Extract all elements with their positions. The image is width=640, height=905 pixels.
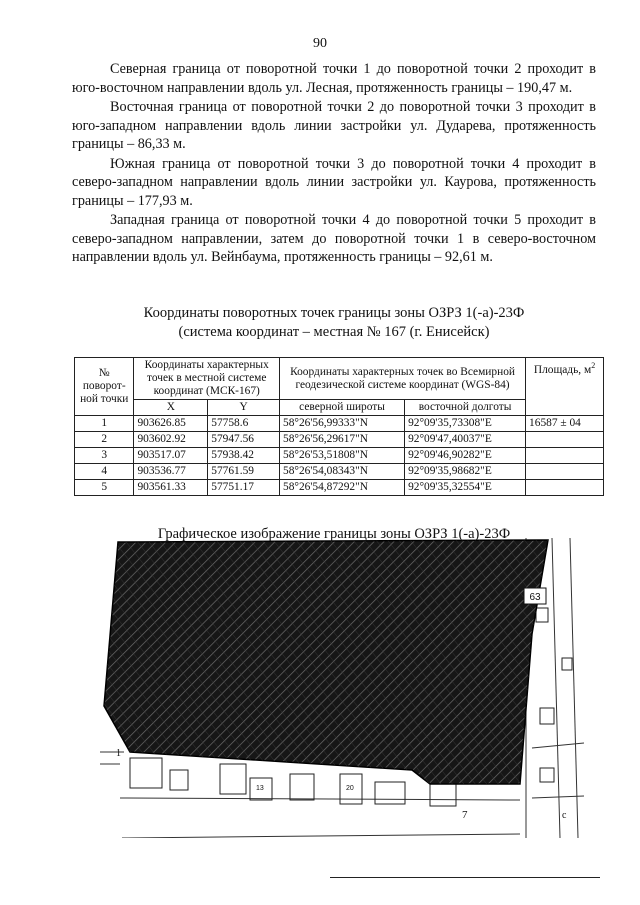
cell-x: 903626.85	[134, 416, 208, 432]
map-point-1-label: 1	[116, 748, 121, 759]
table-title	[72, 304, 596, 342]
header-area	[526, 358, 604, 416]
table-row	[75, 432, 604, 448]
cell-area	[526, 480, 604, 496]
table-row	[75, 464, 604, 480]
cell-y: 57938.42	[208, 448, 280, 464]
cell-y: 57758.6	[208, 416, 280, 432]
header-y: Y	[208, 400, 280, 416]
cell-point-number: 1	[75, 416, 134, 432]
cell-longitude: 92°09'35,98682"E	[405, 464, 526, 480]
table-row	[75, 480, 604, 496]
cell-x: 903602.92	[134, 432, 208, 448]
bottom-rule	[330, 877, 600, 878]
cell-point-number: 2	[75, 432, 134, 448]
table-row	[75, 416, 604, 432]
header-point-number: № поворот-ной точки	[75, 358, 134, 416]
paragraph-north-border: Северная граница от поворотной точки 1 до поворотной точки 2 проходит в юго-восточном направлении вдоль ул. Лесная, протяженность границы – 190,47 м.	[72, 61, 596, 96]
cell-y: 57947.56	[208, 432, 280, 448]
table-row	[75, 448, 604, 464]
cell-point-number: 5	[75, 480, 134, 496]
zone-map	[100, 538, 584, 838]
map-plot-13-label: 13	[256, 785, 264, 792]
table-title-line-2: (система координат – местная № 167 (г. Енисейск)	[178, 324, 490, 340]
header-area-label: Площадь, м	[533, 363, 592, 376]
cell-longitude: 92°09'47,40037"E	[405, 432, 526, 448]
header-area-unit-sup: 2	[591, 361, 596, 370]
table-subheader-row	[75, 400, 604, 416]
header-wgs-coordinates: Координаты характерных точек во Всемирной геодезической системе координат (WGS-84)	[280, 358, 526, 400]
cell-point-number: 3	[75, 448, 134, 464]
cell-longitude: 92°09'35,32554"E	[405, 480, 526, 496]
coordinates-table	[74, 357, 604, 496]
cell-area	[526, 464, 604, 480]
cell-point-number: 4	[75, 464, 134, 480]
cell-longitude: 92°09'46,90282"E	[405, 448, 526, 464]
cell-area	[526, 448, 604, 464]
header-local-coordinates: Координаты характерных точек в местной системе координат (МСК-167)	[134, 358, 280, 400]
house-63-label: 63	[529, 592, 541, 603]
cell-y: 57751.17	[208, 480, 280, 496]
header-longitude: восточной долготы	[405, 400, 526, 416]
cell-area	[526, 432, 604, 448]
header-latitude: северной широты	[280, 400, 405, 416]
map-point-7-label: 7	[462, 809, 468, 821]
cell-x: 903561.33	[134, 480, 208, 496]
paragraph-west-border: Западная граница от поворотной точки 4 до поворотной точки 5 проходит в северо-западном направлении, затем до поворотной точки 1 в северо-восточном направлении вдоль ул. Вейнбаума, протяженность границы – 92,61 м.	[72, 212, 596, 265]
cell-latitude: 58°26'54,08343"N	[280, 464, 405, 480]
cell-latitude: 58°26'53,51808"N	[280, 448, 405, 464]
table-header-row	[75, 358, 604, 400]
body-text	[72, 60, 596, 267]
cell-latitude: 58°26'56,29617"N	[280, 432, 405, 448]
cell-longitude: 92°09'35,73308"E	[405, 416, 526, 432]
table-title-line-1: Координаты поворотных точек границы зоны ОЗРЗ 1(-а)-23Ф	[143, 305, 525, 321]
cell-y: 57761.59	[208, 464, 280, 480]
zone-overlay-hatch	[104, 540, 548, 784]
paragraph-south-border: Южная граница от поворотной точки 3 до поворотной точки 4 проходит в северо-западном направлении вдоль линии застройки ул. Каурова, протяженность границы – 177,93 м.	[72, 155, 596, 209]
map-small-c-label: с	[562, 810, 567, 821]
map-plot-20-label: 20	[346, 785, 354, 792]
cell-area: 16587 ± 04	[526, 416, 604, 432]
page-number: 90	[313, 36, 327, 51]
cell-x: 903536.77	[134, 464, 208, 480]
cell-x: 903517.07	[134, 448, 208, 464]
cell-latitude: 58°26'56,99333"N	[280, 416, 405, 432]
header-x: X	[134, 400, 208, 416]
paragraph-east-border: Восточная граница от поворотной точки 2 до поворотной точки 3 проходит в юго-западном направлении вдоль линии застройки ул. Дударева, протяженность границы – 86,33 м.	[72, 99, 596, 152]
cell-latitude: 58°26'54,87292"N	[280, 480, 405, 496]
map-title: Графическое изображение границы зоны ОЗРЗ 1(-а)-23Ф	[157, 526, 511, 542]
